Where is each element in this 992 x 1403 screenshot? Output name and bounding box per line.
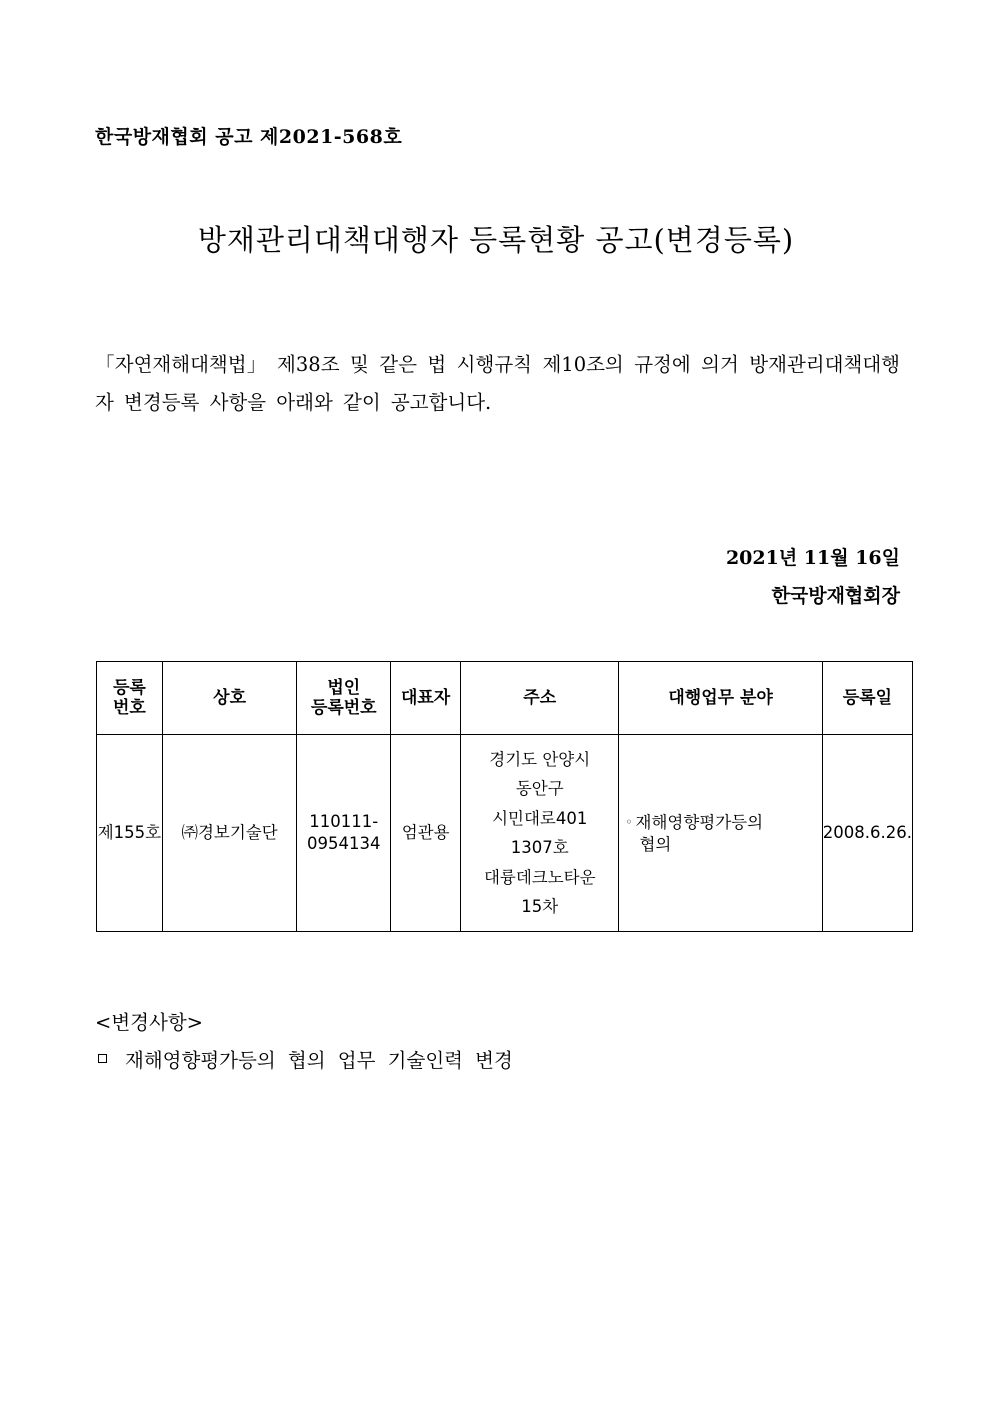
- square-bullet-icon: [98, 1054, 107, 1063]
- cell-address: [460, 735, 618, 932]
- header-reg-date: 등록일: [822, 662, 912, 735]
- field-line-2-text: 협의: [639, 834, 672, 854]
- address-line-4: 1307호: [510, 838, 569, 857]
- changes-title: <변경사항>: [95, 1011, 204, 1034]
- cell-representative: 엄관용: [391, 735, 461, 932]
- document-title: 방재관리대책대행자 등록현황 공고(변경등록): [197, 223, 795, 257]
- address-line-3: 시민대로401: [492, 808, 588, 828]
- header-address: 주소: [460, 662, 618, 735]
- registration-table: [96, 661, 913, 932]
- body-paragraph: 「자연재해대책법」 제38조 및 같은 법 시행규칙 제10조의 규정에 의거 방재관리대책대행자 변경등록 사항을 아래와 같이 공고합니다.: [95, 353, 900, 414]
- cell-reg-no: 제155호: [97, 735, 163, 932]
- header-reg-no: [97, 662, 163, 735]
- cell-corp-no-line2: 0954134: [307, 834, 381, 853]
- cell-corp-no-line1: 110111-: [309, 812, 379, 831]
- cell-corp-no: [297, 735, 391, 932]
- address-line-5: 대륭데크노타운: [483, 867, 596, 887]
- address-line-6: 15차: [521, 897, 559, 916]
- notice-date: 2021년 11월 16일: [725, 547, 900, 569]
- field-line-2: [625, 834, 821, 856]
- header-representative: 대표자: [391, 662, 461, 735]
- header-corp-no: [297, 662, 391, 735]
- field-bullet: ◦: [625, 814, 633, 829]
- changes-item-text: 재해영향평가등의 협의 업무 기술인력 변경: [125, 1049, 513, 1072]
- changes-item: [98, 1045, 513, 1073]
- header-corp-no-line2: 등록번호: [310, 698, 377, 718]
- address-line-2: 동안구: [515, 779, 564, 798]
- table-row: [97, 735, 913, 932]
- cell-field: [619, 735, 822, 932]
- header-reg-no-line1: 등록: [112, 678, 146, 698]
- cell-company: ㈜경보기술단: [162, 735, 296, 932]
- field-line-1: [625, 811, 821, 834]
- header-field: 대행업무 분야: [619, 662, 822, 735]
- field-line-1-text: 재해영향평가등의: [635, 812, 764, 832]
- cell-reg-date: 2008.6.26.: [822, 735, 912, 932]
- header-company: 상호: [162, 662, 296, 735]
- header-corp-no-line1: 법인: [327, 678, 361, 698]
- signer-name: 한국방재협회장: [771, 585, 900, 607]
- notice-number: 한국방재협회 공고 제2021-568호: [95, 126, 403, 148]
- table-header-row: [97, 662, 913, 735]
- header-reg-no-line2: 번호: [112, 698, 146, 718]
- address-line-1: 경기도 안양시: [489, 749, 591, 769]
